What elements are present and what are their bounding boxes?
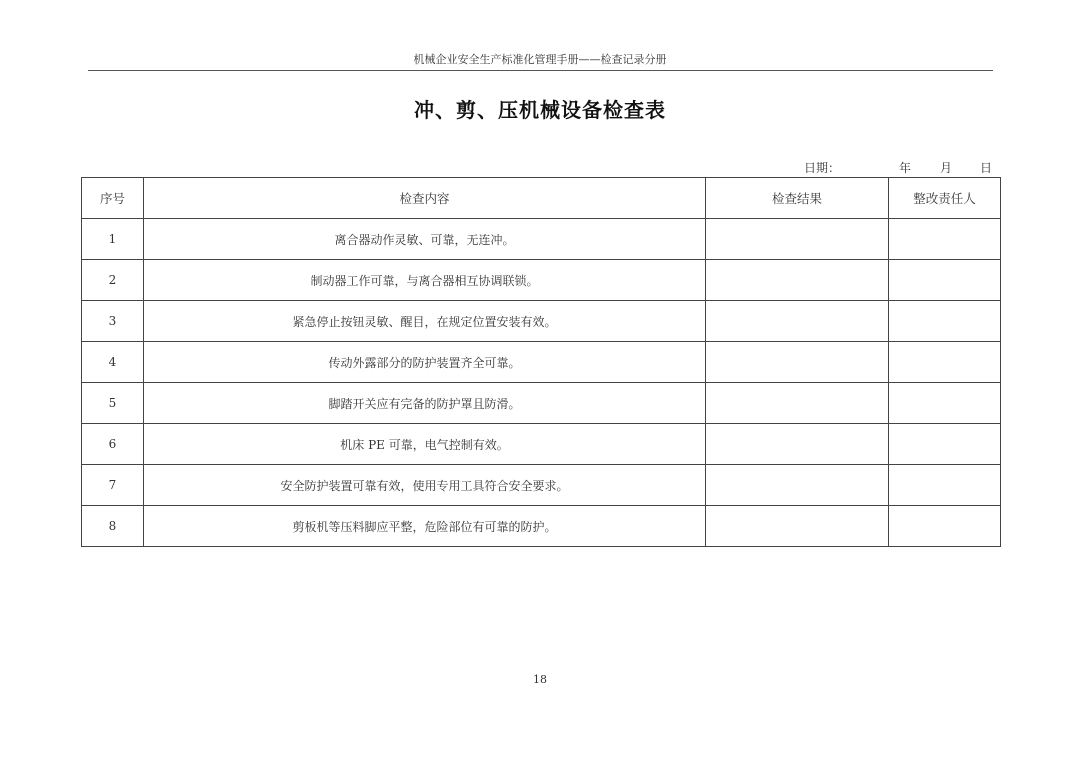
- row-number: 8: [82, 506, 144, 547]
- table-header-row: [82, 178, 1001, 219]
- document-title: 冲、剪、压机械设备检查表: [414, 98, 666, 122]
- row-number: 7: [82, 465, 144, 506]
- row-responsible-cell[interactable]: [889, 506, 1001, 547]
- row-responsible-cell[interactable]: [889, 260, 1001, 301]
- row-number: 1: [82, 219, 144, 260]
- inspection-table: [81, 177, 1001, 547]
- date-year-label: 年: [899, 161, 912, 175]
- running-header: 机械企业安全生产标准化管理手册——检查记录分册: [413, 53, 667, 66]
- row-number: 2: [82, 260, 144, 301]
- date-label: 日期：: [804, 161, 841, 175]
- row-result-cell[interactable]: [706, 424, 889, 465]
- row-result-cell[interactable]: [706, 260, 889, 301]
- table-row: [82, 219, 1001, 260]
- row-content: 剪板机等压料脚应平整，危险部位有可靠的防护。: [144, 506, 706, 547]
- row-content: 安全防护装置可靠有效，使用专用工具符合安全要求。: [144, 465, 706, 506]
- column-header-result: 检查结果: [706, 178, 889, 219]
- row-responsible-cell[interactable]: [889, 342, 1001, 383]
- row-result-cell[interactable]: [706, 301, 889, 342]
- table-row: [82, 465, 1001, 506]
- row-result-cell[interactable]: [706, 383, 889, 424]
- row-number: 6: [82, 424, 144, 465]
- date-month-label: 月: [940, 161, 953, 175]
- row-result-cell[interactable]: [706, 342, 889, 383]
- table-row: [82, 342, 1001, 383]
- row-responsible-cell[interactable]: [889, 219, 1001, 260]
- table-row: [82, 383, 1001, 424]
- row-responsible-cell[interactable]: [889, 424, 1001, 465]
- column-header-content: 检查内容: [144, 178, 706, 219]
- row-responsible-cell[interactable]: [889, 301, 1001, 342]
- row-content: 机床 PE 可靠，电气控制有效。: [144, 424, 706, 465]
- row-result-cell[interactable]: [706, 465, 889, 506]
- column-header-no: 序号: [82, 178, 144, 219]
- header-divider: [88, 70, 993, 71]
- row-result-cell[interactable]: [706, 219, 889, 260]
- table-row: [82, 506, 1001, 547]
- row-responsible-cell[interactable]: [889, 383, 1001, 424]
- row-content: 离合器动作灵敏、可靠，无连冲。: [144, 219, 706, 260]
- row-result-cell[interactable]: [706, 506, 889, 547]
- row-content: 脚踏开关应有完备的防护罩且防滑。: [144, 383, 706, 424]
- row-responsible-cell[interactable]: [889, 465, 1001, 506]
- row-content: 制动器工作可靠，与离合器相互协调联锁。: [144, 260, 706, 301]
- column-header-responsible: 整改责任人: [889, 178, 1001, 219]
- table-row: [82, 260, 1001, 301]
- page-number: 18: [533, 673, 547, 686]
- table-row: [82, 301, 1001, 342]
- date-day-label: 日: [980, 161, 993, 175]
- table-row: [82, 424, 1001, 465]
- row-number: 3: [82, 301, 144, 342]
- row-number: 5: [82, 383, 144, 424]
- row-content: 传动外露部分的防护装置齐全可靠。: [144, 342, 706, 383]
- row-content: 紧急停止按钮灵敏、醒目，在规定位置安装有效。: [144, 301, 706, 342]
- date-line: [0, 159, 1080, 177]
- row-number: 4: [82, 342, 144, 383]
